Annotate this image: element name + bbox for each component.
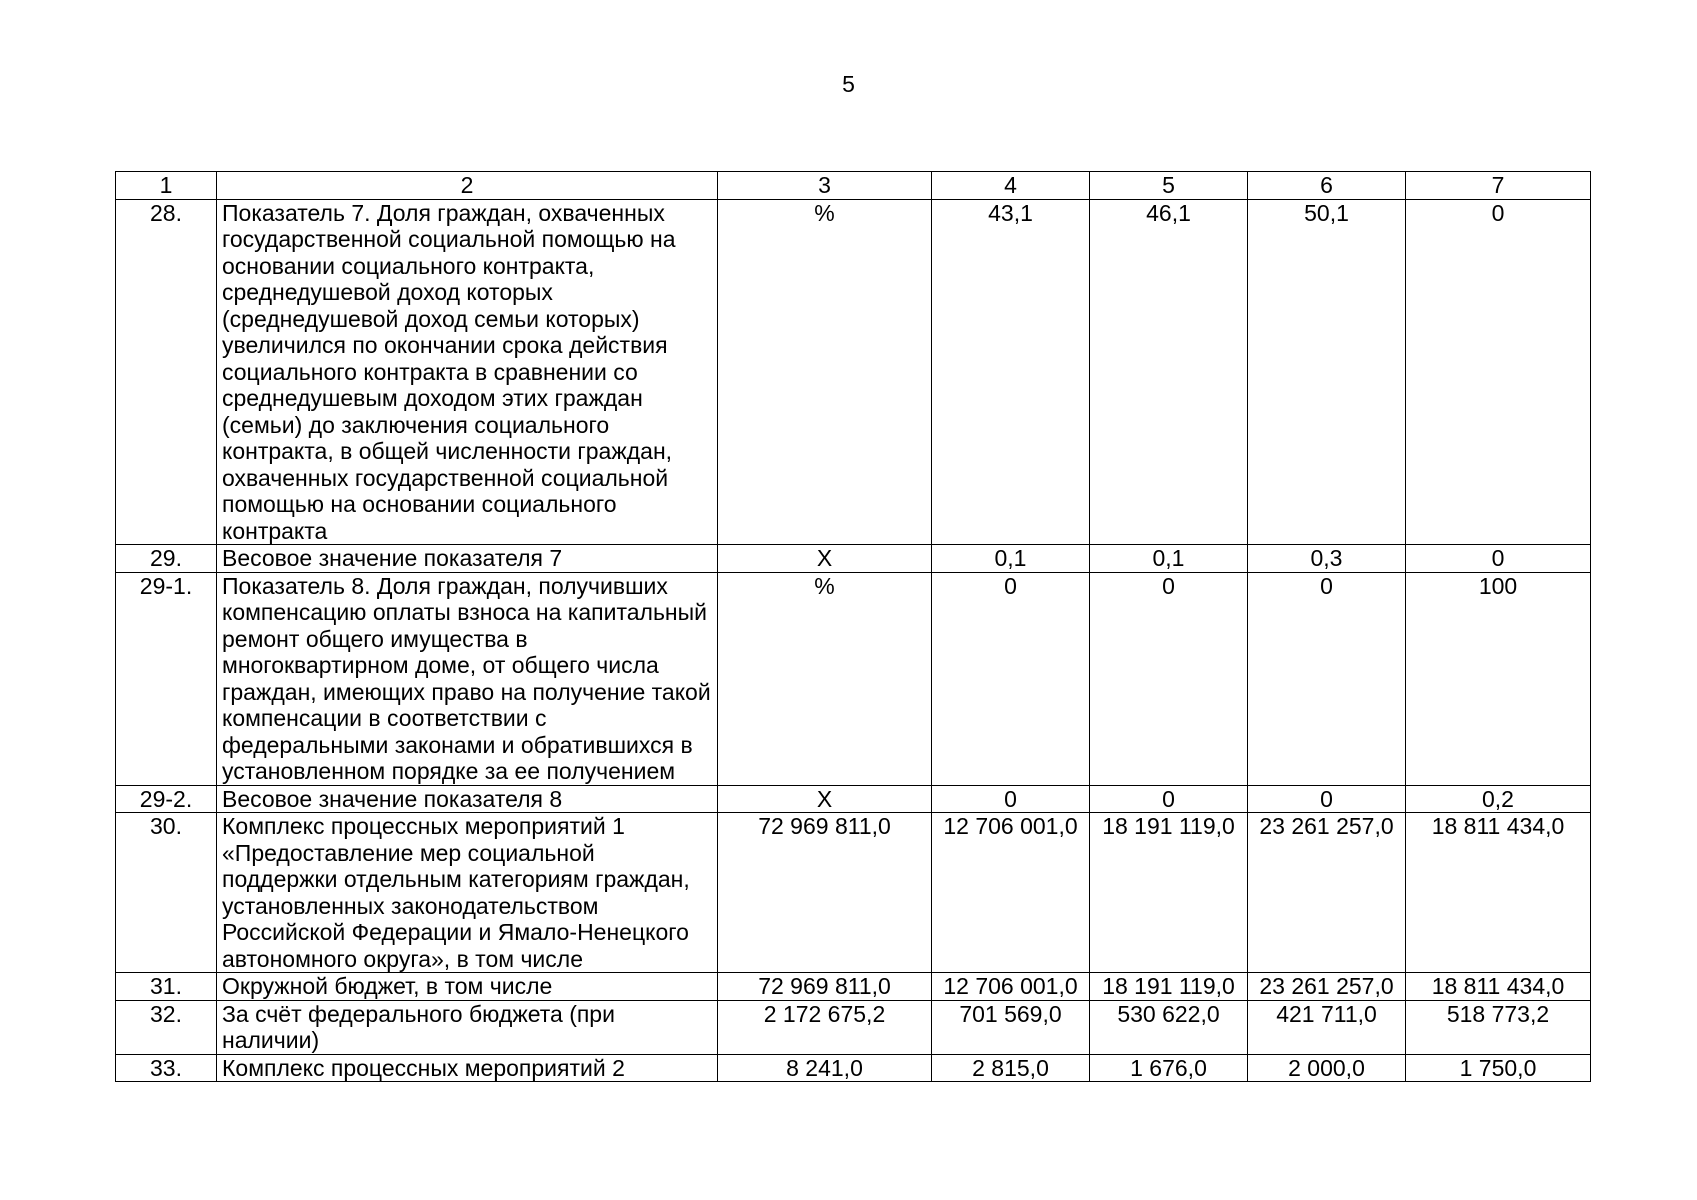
row-value-col5: 530 622,0 <box>1090 1000 1248 1054</box>
row-value-col4: 0 <box>932 785 1090 813</box>
row-value-col5: 18 191 119,0 <box>1090 813 1248 973</box>
row-number: 30. <box>116 813 217 973</box>
row-description: Комплекс процессных мероприятий 2 <box>217 1054 718 1082</box>
page-number: 5 <box>842 71 855 97</box>
row-description: Весовое значение показателя 8 <box>217 785 718 813</box>
table-row <box>116 545 1591 573</box>
row-description: Показатель 8. Доля граждан, получивших компенсацию оплаты взноса на капитальный ремонт общего имущества в многоквартирном доме, от общего числа граждан, имеющих право на получение такой компенсации в соответствии с федеральными законами и обратившихся в установленном порядке за ее получением <box>217 572 718 785</box>
row-number: 31. <box>116 973 217 1001</box>
row-number: 29-2. <box>116 785 217 813</box>
row-value-col5: 0 <box>1090 785 1248 813</box>
row-number: 33. <box>116 1054 217 1082</box>
row-description: Комплекс процессных мероприятий 1 «Предоставление мер социальной поддержки отдельным категориям граждан, установленных законодательством Российской Федерации и Ямало-Ненецкого автономного округа», в том числе <box>217 813 718 973</box>
row-value-col3: Х <box>718 545 932 573</box>
row-value-col4: 0 <box>932 572 1090 785</box>
table-row <box>116 1000 1591 1054</box>
row-value-col6: 0,3 <box>1248 545 1406 573</box>
row-value-col6: 23 261 257,0 <box>1248 813 1406 973</box>
header-cell: 3 <box>718 172 932 200</box>
header-cell: 1 <box>116 172 217 200</box>
row-description: За счёт федерального бюджета (при наличии) <box>217 1000 718 1054</box>
header-cell: 4 <box>932 172 1090 200</box>
row-number: 29. <box>116 545 217 573</box>
row-value-col3: % <box>718 199 932 545</box>
header-cell: 7 <box>1406 172 1591 200</box>
row-value-col7: 0 <box>1406 199 1591 545</box>
table-row <box>116 785 1591 813</box>
row-number: 28. <box>116 199 217 545</box>
table-row <box>116 199 1591 545</box>
row-value-col7: 0,2 <box>1406 785 1591 813</box>
row-value-col5: 0,1 <box>1090 545 1248 573</box>
row-description: Показатель 7. Доля граждан, охваченных государственной социальной помощью на основании социального контракта, среднедушевой доход которых (среднедушевой доход семьи которых) увеличился по окончании срока действия социального контракта в сравнении со среднедушевым доходом этих граждан (семьи) до заключения социального контракта, в общей численности граждан, охваченных государственной социальной помощью на основании социального контракта <box>217 199 718 545</box>
table-row <box>116 973 1591 1001</box>
row-value-col3: 2 172 675,2 <box>718 1000 932 1054</box>
row-value-col6: 23 261 257,0 <box>1248 973 1406 1001</box>
table-header-row <box>116 172 1591 200</box>
row-value-col5: 0 <box>1090 572 1248 785</box>
row-value-col4: 701 569,0 <box>932 1000 1090 1054</box>
header-cell: 5 <box>1090 172 1248 200</box>
row-value-col7: 18 811 434,0 <box>1406 813 1591 973</box>
row-value-col6: 2 000,0 <box>1248 1054 1406 1082</box>
row-value-col5: 1 676,0 <box>1090 1054 1248 1082</box>
table-row <box>116 813 1591 973</box>
row-value-col7: 0 <box>1406 545 1591 573</box>
row-value-col4: 2 815,0 <box>932 1054 1090 1082</box>
row-value-col7: 518 773,2 <box>1406 1000 1591 1054</box>
row-value-col5: 18 191 119,0 <box>1090 973 1248 1001</box>
row-value-col3: 8 241,0 <box>718 1054 932 1082</box>
row-value-col3: 72 969 811,0 <box>718 813 932 973</box>
row-number: 32. <box>116 1000 217 1054</box>
row-description: Весовое значение показателя 7 <box>217 545 718 573</box>
row-value-col7: 18 811 434,0 <box>1406 973 1591 1001</box>
row-value-col6: 50,1 <box>1248 199 1406 545</box>
row-value-col6: 0 <box>1248 785 1406 813</box>
row-value-col6: 0 <box>1248 572 1406 785</box>
header-cell: 6 <box>1248 172 1406 200</box>
row-number: 29-1. <box>116 572 217 785</box>
row-value-col3: % <box>718 572 932 785</box>
indicators-table <box>115 171 1591 1082</box>
row-value-col7: 1 750,0 <box>1406 1054 1591 1082</box>
table-row <box>116 572 1591 785</box>
row-value-col4: 12 706 001,0 <box>932 973 1090 1001</box>
row-value-col3: 72 969 811,0 <box>718 973 932 1001</box>
row-value-col4: 12 706 001,0 <box>932 813 1090 973</box>
row-value-col7: 100 <box>1406 572 1591 785</box>
row-value-col6: 421 711,0 <box>1248 1000 1406 1054</box>
header-cell: 2 <box>217 172 718 200</box>
row-value-col3: Х <box>718 785 932 813</box>
row-value-col4: 0,1 <box>932 545 1090 573</box>
row-value-col5: 46,1 <box>1090 199 1248 545</box>
row-value-col4: 43,1 <box>932 199 1090 545</box>
table-row <box>116 1054 1591 1082</box>
row-description: Окружной бюджет, в том числе <box>217 973 718 1001</box>
